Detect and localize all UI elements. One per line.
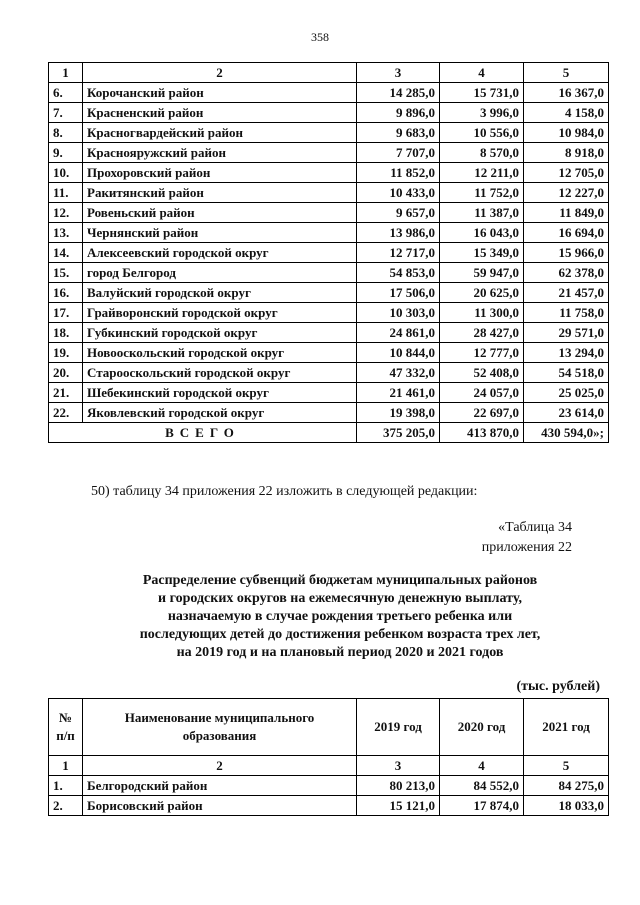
municipality-name: Красненский район xyxy=(83,103,357,123)
value-2019: 19 398,0 xyxy=(357,403,440,423)
header-2019: 2019 год xyxy=(357,699,440,756)
row-number: 18. xyxy=(49,323,83,343)
table-row xyxy=(49,83,609,103)
municipality-name: город Белгород xyxy=(83,263,357,283)
value-2019: 21 461,0 xyxy=(357,383,440,403)
table-row xyxy=(49,303,609,323)
row-number: 6. xyxy=(49,83,83,103)
value-2020: 3 996,0 xyxy=(440,103,524,123)
title-line: на 2019 год и на плановый период 2020 и 2021 годов xyxy=(176,645,504,660)
value-2021: 8 918,0 xyxy=(524,143,609,163)
row-number: 20. xyxy=(49,363,83,383)
table-row xyxy=(49,383,609,403)
value-2020: 12 211,0 xyxy=(440,163,524,183)
value-2021: 25 025,0 xyxy=(524,383,609,403)
column-number: 2 xyxy=(83,63,357,83)
municipality-name: Валуйский городской округ xyxy=(83,283,357,303)
value-2019: 80 213,0 xyxy=(357,776,440,796)
value-2021: 10 984,0 xyxy=(524,123,609,143)
column-number: 4 xyxy=(440,756,524,776)
row-number: 22. xyxy=(49,403,83,423)
value-2020: 12 777,0 xyxy=(440,343,524,363)
row-number: 21. xyxy=(49,383,83,403)
value-2020: 10 556,0 xyxy=(440,123,524,143)
total-2019: 375 205,0 xyxy=(357,423,440,443)
municipality-name: Чернянский район xyxy=(83,223,357,243)
value-2020: 20 625,0 xyxy=(440,283,524,303)
total-row xyxy=(49,423,609,443)
instruction-text: 50) таблицу 34 приложения 22 изложить в следующей редакции: xyxy=(91,484,478,499)
table-title xyxy=(60,572,620,662)
table-row xyxy=(49,143,609,163)
table-row xyxy=(49,183,609,203)
value-2019: 12 717,0 xyxy=(357,243,440,263)
title-line: Распределение субвенций бюджетам муниципальных районов xyxy=(142,573,538,588)
row-number: 17. xyxy=(49,303,83,323)
column-number: 3 xyxy=(357,63,440,83)
title-line: последующих детей до достижения ребенком возраста трех лет, xyxy=(139,627,541,642)
value-2019: 7 707,0 xyxy=(357,143,440,163)
row-number: 19. xyxy=(49,343,83,363)
row-number: 13. xyxy=(49,223,83,243)
value-2019: 47 332,0 xyxy=(357,363,440,383)
municipality-name: Новооскольский городской округ xyxy=(83,343,357,363)
column-number: 3 xyxy=(357,756,440,776)
header-name: Наименование муниципального образования xyxy=(83,699,357,756)
header-number: № п/п xyxy=(49,699,83,756)
table-row xyxy=(49,403,609,423)
table-row xyxy=(49,343,609,363)
value-2019: 15 121,0 xyxy=(357,796,440,816)
municipality-name: Корочанский район xyxy=(83,83,357,103)
value-2021: 12 705,0 xyxy=(524,163,609,183)
value-2021: 54 518,0 xyxy=(524,363,609,383)
municipality-name: Прохоровский район xyxy=(83,163,357,183)
value-2019: 24 861,0 xyxy=(357,323,440,343)
value-2021: 11 849,0 xyxy=(524,203,609,223)
value-2020: 59 947,0 xyxy=(440,263,524,283)
municipality-name: Борисовский район xyxy=(83,796,357,816)
row-number: 9. xyxy=(49,143,83,163)
row-number: 12. xyxy=(49,203,83,223)
row-number: 8. xyxy=(49,123,83,143)
value-2021: 16 367,0 xyxy=(524,83,609,103)
table-row xyxy=(49,263,609,283)
value-2019: 9 657,0 xyxy=(357,203,440,223)
municipality-name: Ракитянский район xyxy=(83,183,357,203)
table-row xyxy=(49,123,609,143)
value-2019: 14 285,0 xyxy=(357,83,440,103)
column-number: 1 xyxy=(49,63,83,83)
municipality-name: Белгородский район xyxy=(83,776,357,796)
value-2020: 11 387,0 xyxy=(440,203,524,223)
value-2020: 22 697,0 xyxy=(440,403,524,423)
value-2021: 11 758,0 xyxy=(524,303,609,323)
value-2019: 9 896,0 xyxy=(357,103,440,123)
column-number: 2 xyxy=(83,756,357,776)
value-2020: 17 874,0 xyxy=(440,796,524,816)
title-line: назначаемую в случае рождения третьего ребенка или xyxy=(167,609,513,624)
row-number: 16. xyxy=(49,283,83,303)
value-2021: 13 294,0 xyxy=(524,343,609,363)
total-2021: 430 594,0»; xyxy=(524,423,609,443)
table-row xyxy=(49,243,609,263)
row-number: 10. xyxy=(49,163,83,183)
table-row xyxy=(49,223,609,243)
row-number: 14. xyxy=(49,243,83,263)
value-2019: 10 303,0 xyxy=(357,303,440,323)
column-number: 1 xyxy=(49,756,83,776)
header-2020: 2020 год xyxy=(440,699,524,756)
value-2019: 10 433,0 xyxy=(357,183,440,203)
title-line: и городских округов на ежемесячную денежную выплату, xyxy=(158,591,522,606)
column-numbers-row xyxy=(49,63,609,83)
value-2020: 84 552,0 xyxy=(440,776,524,796)
value-2019: 13 986,0 xyxy=(357,223,440,243)
value-2021: 18 033,0 xyxy=(524,796,609,816)
subventions-table-continued xyxy=(48,62,609,443)
value-2021: 62 378,0 xyxy=(524,263,609,283)
table-row xyxy=(49,283,609,303)
table-caption-line2: приложения 22 xyxy=(481,540,572,555)
municipality-name: Шебекинский городской округ xyxy=(83,383,357,403)
total-label: ВСЕГО xyxy=(49,423,357,443)
value-2020: 16 043,0 xyxy=(440,223,524,243)
column-number: 5 xyxy=(524,63,609,83)
value-2021: 21 457,0 xyxy=(524,283,609,303)
municipality-name: Краснояружский район xyxy=(83,143,357,163)
municipality-name: Яковлевский городской округ xyxy=(83,403,357,423)
column-number: 4 xyxy=(440,63,524,83)
row-number: 7. xyxy=(49,103,83,123)
value-2020: 52 408,0 xyxy=(440,363,524,383)
municipality-name: Красногвардейский район xyxy=(83,123,357,143)
column-number: 5 xyxy=(524,756,609,776)
value-2021: 15 966,0 xyxy=(524,243,609,263)
total-2020: 413 870,0 xyxy=(440,423,524,443)
value-2019: 17 506,0 xyxy=(357,283,440,303)
table-row xyxy=(49,323,609,343)
value-2021: 23 614,0 xyxy=(524,403,609,423)
municipality-name: Губкинский городской округ xyxy=(83,323,357,343)
row-number: 2. xyxy=(49,796,83,816)
value-2020: 11 300,0 xyxy=(440,303,524,323)
table-row xyxy=(49,163,609,183)
row-number: 11. xyxy=(49,183,83,203)
row-number: 15. xyxy=(49,263,83,283)
value-2021: 4 158,0 xyxy=(524,103,609,123)
value-2019: 10 844,0 xyxy=(357,343,440,363)
value-2019: 11 852,0 xyxy=(357,163,440,183)
value-2020: 15 349,0 xyxy=(440,243,524,263)
table-caption-line1: «Таблица 34 xyxy=(498,520,572,535)
table-row xyxy=(49,103,609,123)
header-row xyxy=(49,699,609,756)
value-2021: 16 694,0 xyxy=(524,223,609,243)
value-2019: 9 683,0 xyxy=(357,123,440,143)
municipality-name: Старооскольский городской округ xyxy=(83,363,357,383)
subventions-table-new xyxy=(48,698,609,816)
column-numbers-row xyxy=(49,756,609,776)
table-row xyxy=(49,363,609,383)
value-2021: 12 227,0 xyxy=(524,183,609,203)
value-2020: 8 570,0 xyxy=(440,143,524,163)
value-2019: 54 853,0 xyxy=(357,263,440,283)
value-2020: 24 057,0 xyxy=(440,383,524,403)
value-2020: 28 427,0 xyxy=(440,323,524,343)
value-2020: 15 731,0 xyxy=(440,83,524,103)
municipality-name: Алексеевский городской округ xyxy=(83,243,357,263)
municipality-name: Ровеньский район xyxy=(83,203,357,223)
table-row xyxy=(49,796,609,816)
value-2021: 84 275,0 xyxy=(524,776,609,796)
table-row xyxy=(49,203,609,223)
municipality-name: Грайворонский городской округ xyxy=(83,303,357,323)
value-2020: 11 752,0 xyxy=(440,183,524,203)
page-number: 358 xyxy=(311,30,329,44)
value-2021: 29 571,0 xyxy=(524,323,609,343)
header-2021: 2021 год xyxy=(524,699,609,756)
row-number: 1. xyxy=(49,776,83,796)
units-label: (тыс. рублей) xyxy=(516,679,600,694)
table-row xyxy=(49,776,609,796)
